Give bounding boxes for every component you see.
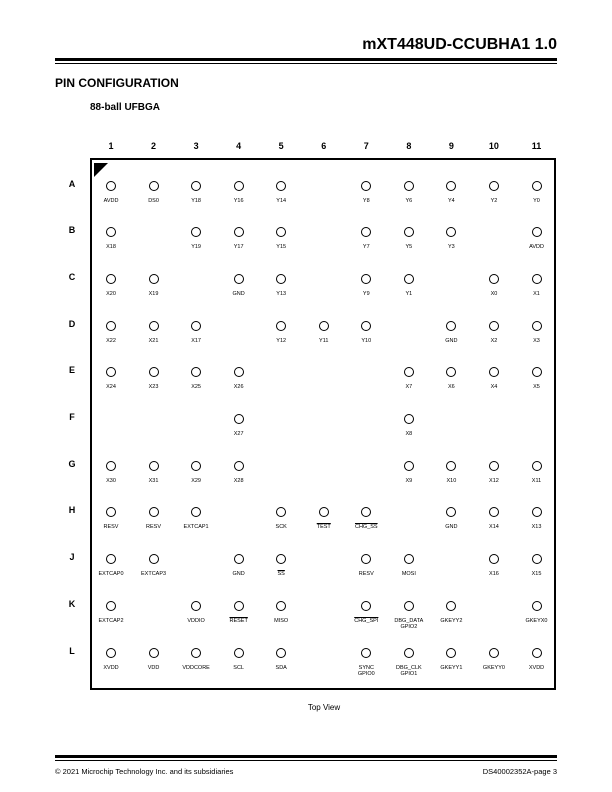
pin-label-line: Y13 bbox=[276, 290, 287, 297]
pin-ball bbox=[234, 648, 244, 658]
row-letter: H bbox=[68, 505, 76, 516]
column-number: 10 bbox=[488, 141, 499, 151]
pin-label bbox=[381, 291, 437, 298]
pin-label-line: RESV bbox=[358, 571, 374, 578]
pin-ball bbox=[106, 321, 116, 331]
pin-label-line: GKEYY2 bbox=[440, 617, 463, 624]
pin-label bbox=[211, 478, 267, 485]
pin-ball bbox=[106, 181, 116, 191]
row-letter: K bbox=[68, 598, 76, 609]
pin-ball bbox=[106, 274, 116, 284]
pin-label-line: Y1 bbox=[405, 290, 413, 297]
pin-label-line: RESET bbox=[229, 617, 248, 624]
pin-label-line: X15 bbox=[531, 571, 542, 578]
pin-label bbox=[509, 524, 565, 531]
pin-label bbox=[509, 384, 565, 391]
pin-label-line: X8 bbox=[405, 431, 413, 437]
pin-label-line: GND bbox=[445, 524, 458, 531]
pin-label-line: AVDD bbox=[103, 197, 119, 204]
pin-label bbox=[126, 571, 182, 578]
pin-label-line: Y14 bbox=[276, 197, 287, 204]
pin-label-line: SCK bbox=[275, 524, 287, 531]
pin-label bbox=[509, 618, 565, 625]
pin-label bbox=[253, 618, 309, 625]
row-letter: L bbox=[69, 645, 75, 656]
pin-ball bbox=[404, 601, 414, 611]
pin-label bbox=[509, 244, 565, 251]
pin-label-line: X21 bbox=[148, 337, 159, 344]
pin-label-line: GND bbox=[445, 337, 458, 344]
pin-label-line: X1 bbox=[533, 290, 540, 297]
pin-ball bbox=[234, 274, 244, 284]
pin-label-line: VDDCORE bbox=[182, 664, 210, 671]
pin-ball bbox=[149, 321, 159, 331]
pin-ball bbox=[404, 274, 414, 284]
pin-label-line: CHG_SPI bbox=[354, 617, 379, 624]
pin-ball bbox=[106, 648, 116, 658]
pin-label-line: Y8 bbox=[362, 197, 370, 204]
pin-label-line: VDD bbox=[147, 664, 160, 671]
pin-ball bbox=[149, 648, 159, 658]
pin-ball bbox=[276, 181, 286, 191]
pin-label bbox=[509, 665, 565, 672]
row-letter: A bbox=[68, 178, 76, 189]
pin-label-line: AVDD bbox=[529, 244, 544, 251]
pin-label bbox=[509, 198, 565, 205]
pin-ball bbox=[234, 367, 244, 377]
pin-ball bbox=[489, 321, 499, 331]
pin-label-line: GND bbox=[232, 290, 245, 297]
pin-ball bbox=[532, 274, 542, 284]
column-number: 11 bbox=[531, 141, 542, 151]
pin-label-line: X0 bbox=[490, 290, 498, 297]
pin-ball bbox=[191, 321, 201, 331]
pin-ball bbox=[234, 414, 244, 424]
pin-label-line: Y12 bbox=[276, 337, 287, 344]
pin-label bbox=[338, 524, 394, 531]
pin-ball bbox=[532, 507, 542, 517]
pin-ball bbox=[404, 227, 414, 237]
pin-ball bbox=[532, 461, 542, 471]
row-letter: D bbox=[68, 318, 76, 329]
pin-label-line: X17 bbox=[191, 337, 201, 344]
column-number: 7 bbox=[363, 141, 369, 151]
pin-label-line: X27 bbox=[233, 431, 244, 437]
column-number: 5 bbox=[278, 141, 284, 151]
pin-label-line: X30 bbox=[106, 477, 116, 484]
pin-label-line: X16 bbox=[489, 571, 499, 578]
pin-label bbox=[253, 291, 309, 298]
pin-label-line: TEST bbox=[316, 524, 331, 531]
pin-ball bbox=[361, 648, 371, 658]
pin-label-line: Y3 bbox=[448, 244, 455, 251]
pin-label-line: X2 bbox=[490, 337, 498, 344]
pin-label-line: X4 bbox=[490, 384, 498, 391]
pin-label-line: Y6 bbox=[405, 197, 413, 204]
pin-ball bbox=[361, 321, 371, 331]
pin-label-line: SYNC bbox=[358, 664, 374, 671]
header-rule-thick bbox=[55, 58, 557, 61]
row-letter: G bbox=[68, 458, 76, 469]
pin-label-line: DBG_DATA bbox=[394, 617, 424, 624]
pin-label-line: Y10 bbox=[361, 337, 372, 344]
pin-ball bbox=[149, 367, 159, 377]
pin-label bbox=[253, 571, 309, 578]
pin-ball bbox=[234, 554, 244, 564]
pin-label-line: Y7 bbox=[362, 244, 370, 251]
pin-label bbox=[83, 244, 139, 251]
pin-label bbox=[168, 338, 224, 345]
pin-label-line: X19 bbox=[148, 290, 159, 297]
pin-ball bbox=[191, 601, 201, 611]
pin-ball bbox=[446, 648, 456, 658]
pin-ball bbox=[532, 181, 542, 191]
pin-ball bbox=[404, 414, 414, 424]
row-letter: C bbox=[68, 271, 76, 282]
pin-label-line: X6 bbox=[448, 384, 455, 391]
column-number: 4 bbox=[236, 141, 242, 151]
pin-label-line: X23 bbox=[148, 384, 159, 391]
pin-label-line: X7 bbox=[405, 384, 413, 391]
row-letter: F bbox=[69, 412, 75, 422]
pin-ball bbox=[532, 648, 542, 658]
pin-label bbox=[253, 665, 309, 672]
pin-label-line: Y15 bbox=[276, 244, 287, 251]
pin-label-line: RESV bbox=[146, 524, 162, 531]
pin-label-line: Y18 bbox=[191, 197, 201, 204]
pin-label-line: X10 bbox=[446, 477, 457, 484]
pin-label bbox=[338, 338, 394, 345]
pin-ball bbox=[446, 321, 456, 331]
pin-label-line: X13 bbox=[531, 524, 542, 531]
package-outline bbox=[90, 158, 556, 690]
pin-label-line: GPIO0 bbox=[357, 671, 375, 677]
row-letter: J bbox=[69, 552, 75, 563]
pin-ball bbox=[532, 321, 542, 331]
pin-label-line: DS0 bbox=[148, 197, 159, 204]
pin-label-line: MISO bbox=[274, 617, 289, 624]
footer-rule-thin bbox=[55, 760, 557, 761]
pin-label-line: CHG_SS bbox=[354, 524, 378, 531]
row-letter: E bbox=[68, 365, 75, 376]
pin-label-line: EXTCAP1 bbox=[183, 524, 209, 531]
pin-label-line: X20 bbox=[106, 290, 116, 297]
pin-label-line: X25 bbox=[191, 384, 201, 391]
pin-label-line: X9 bbox=[405, 477, 413, 484]
pin-ball bbox=[191, 181, 201, 191]
pin-label-line: X11 bbox=[531, 477, 542, 484]
pin-ball bbox=[319, 321, 329, 331]
pin-label-line: Y4 bbox=[448, 197, 455, 204]
pin-label bbox=[168, 524, 224, 531]
pin-ball bbox=[149, 461, 159, 471]
column-number: 1 bbox=[108, 141, 114, 151]
pin-label-line: X5 bbox=[533, 384, 540, 391]
column-number: 8 bbox=[406, 141, 412, 151]
pin-label-line: MOSI bbox=[401, 571, 416, 578]
pin-label-line: GND bbox=[232, 571, 245, 578]
pin-label-line: SDA bbox=[275, 664, 287, 671]
footer-page-number: DS40002352A-page 3 bbox=[482, 767, 557, 776]
pin-label-line: X29 bbox=[191, 477, 201, 484]
pin-label-line: Y2 bbox=[490, 197, 498, 204]
pin-label-line: SCL bbox=[233, 664, 244, 671]
pin-ball bbox=[106, 601, 116, 611]
pin-ball bbox=[489, 554, 499, 564]
pin-label bbox=[211, 431, 267, 438]
pin-label bbox=[423, 618, 479, 625]
pin-ball bbox=[191, 648, 201, 658]
pin-label-line: VDDIO bbox=[187, 617, 205, 624]
pin-ball bbox=[532, 601, 542, 611]
pin-ball bbox=[276, 321, 286, 331]
pin-label-line: XVDD bbox=[103, 664, 119, 671]
pin-label bbox=[423, 244, 479, 251]
pin-ball bbox=[149, 554, 159, 564]
pin-ball bbox=[404, 181, 414, 191]
pin-label-line: GKEYY0 bbox=[482, 664, 505, 671]
pin-ball bbox=[489, 181, 499, 191]
pin-label-line: GPIO2 bbox=[400, 624, 418, 631]
pin-label bbox=[509, 571, 565, 578]
pin-label-line: $\overline{SS}$ bbox=[277, 571, 285, 578]
pin-label bbox=[509, 478, 565, 485]
pin-label-line: Y11 bbox=[319, 337, 329, 344]
pin1-corner-marker bbox=[94, 163, 108, 177]
pin-label-line: Y16 bbox=[233, 197, 244, 204]
pin-ball bbox=[149, 181, 159, 191]
package-title: 88-ball UFBGA bbox=[90, 102, 161, 113]
pin-ball bbox=[234, 181, 244, 191]
pin-label-line: EXTCAP3 bbox=[141, 571, 167, 578]
document-title: mXT448UD-CCUBHA1 1.0 bbox=[362, 36, 557, 53]
pin-label bbox=[381, 571, 437, 578]
pin-ball bbox=[276, 648, 286, 658]
pin-label-line: X26 bbox=[233, 384, 244, 391]
pin-label bbox=[509, 291, 565, 298]
pin-label-line: XVDD bbox=[528, 664, 545, 671]
pin-label-line: GKEYX0 bbox=[525, 617, 548, 624]
pin-label-line: EXTCAP0 bbox=[98, 571, 124, 578]
pin-label-line: GPIO1 bbox=[400, 671, 418, 677]
row-letter: B bbox=[68, 225, 76, 236]
pin-ball bbox=[532, 367, 542, 377]
pin-label-line: X31 bbox=[148, 477, 159, 484]
pin-ball bbox=[404, 461, 414, 471]
column-number: 6 bbox=[321, 141, 327, 151]
pin-ball bbox=[489, 274, 499, 284]
pin-ball bbox=[361, 181, 371, 191]
pin-label-line: X18 bbox=[106, 244, 116, 251]
footer-copyright: © 2021 Microchip Technology Inc. and its subsidiaries bbox=[55, 767, 234, 776]
pin-label-line: X28 bbox=[233, 477, 244, 484]
pin-ball bbox=[532, 554, 542, 564]
header-rule-thin bbox=[55, 63, 557, 64]
pin-label-line: X12 bbox=[489, 477, 499, 484]
column-number: 2 bbox=[151, 141, 157, 151]
pin-label bbox=[126, 291, 182, 298]
pin-label-line: EXTCAP2 bbox=[98, 617, 124, 624]
pin-label-line: Y5 bbox=[405, 244, 413, 251]
pin-ball bbox=[191, 461, 201, 471]
pin-ball bbox=[532, 227, 542, 237]
pin-ball bbox=[149, 274, 159, 284]
column-number: 9 bbox=[448, 141, 454, 151]
pin-ball bbox=[234, 227, 244, 237]
pin-ball bbox=[234, 601, 244, 611]
pin-label-line: Y17 bbox=[233, 244, 244, 251]
pin-ball bbox=[149, 507, 159, 517]
pin-label bbox=[253, 244, 309, 251]
pin-label bbox=[509, 338, 565, 345]
pin-ball bbox=[489, 461, 499, 471]
section-title: PIN CONFIGURATION bbox=[55, 76, 179, 90]
pin-label bbox=[83, 618, 139, 625]
pin-ball bbox=[404, 648, 414, 658]
pin-ball bbox=[234, 461, 244, 471]
pin-ball bbox=[276, 601, 286, 611]
view-label: Top View bbox=[307, 703, 341, 712]
pin-label-line: Y0 bbox=[533, 197, 540, 204]
pin-label-line: RESV bbox=[103, 524, 119, 531]
pin-label-line: X14 bbox=[489, 524, 499, 531]
footer-rule-thick bbox=[55, 755, 557, 758]
pin-label-line: Y9 bbox=[362, 290, 370, 297]
pin-ball bbox=[489, 648, 499, 658]
pin-label-line: DBG_CLK bbox=[396, 664, 422, 671]
pin-label-line: X24 bbox=[106, 384, 116, 391]
pin-label bbox=[381, 431, 437, 438]
pin-ball bbox=[404, 554, 414, 564]
pin-label bbox=[253, 198, 309, 205]
pin-ball bbox=[106, 461, 116, 471]
pin-label-line: Y19 bbox=[191, 244, 201, 251]
pin-ball bbox=[446, 181, 456, 191]
pin-label-line: GKEYY1 bbox=[440, 664, 463, 671]
pin-label-line: X22 bbox=[106, 337, 116, 344]
pin-label bbox=[211, 384, 267, 391]
pin-label-line: X3 bbox=[533, 337, 540, 344]
column-number: 3 bbox=[193, 141, 199, 151]
